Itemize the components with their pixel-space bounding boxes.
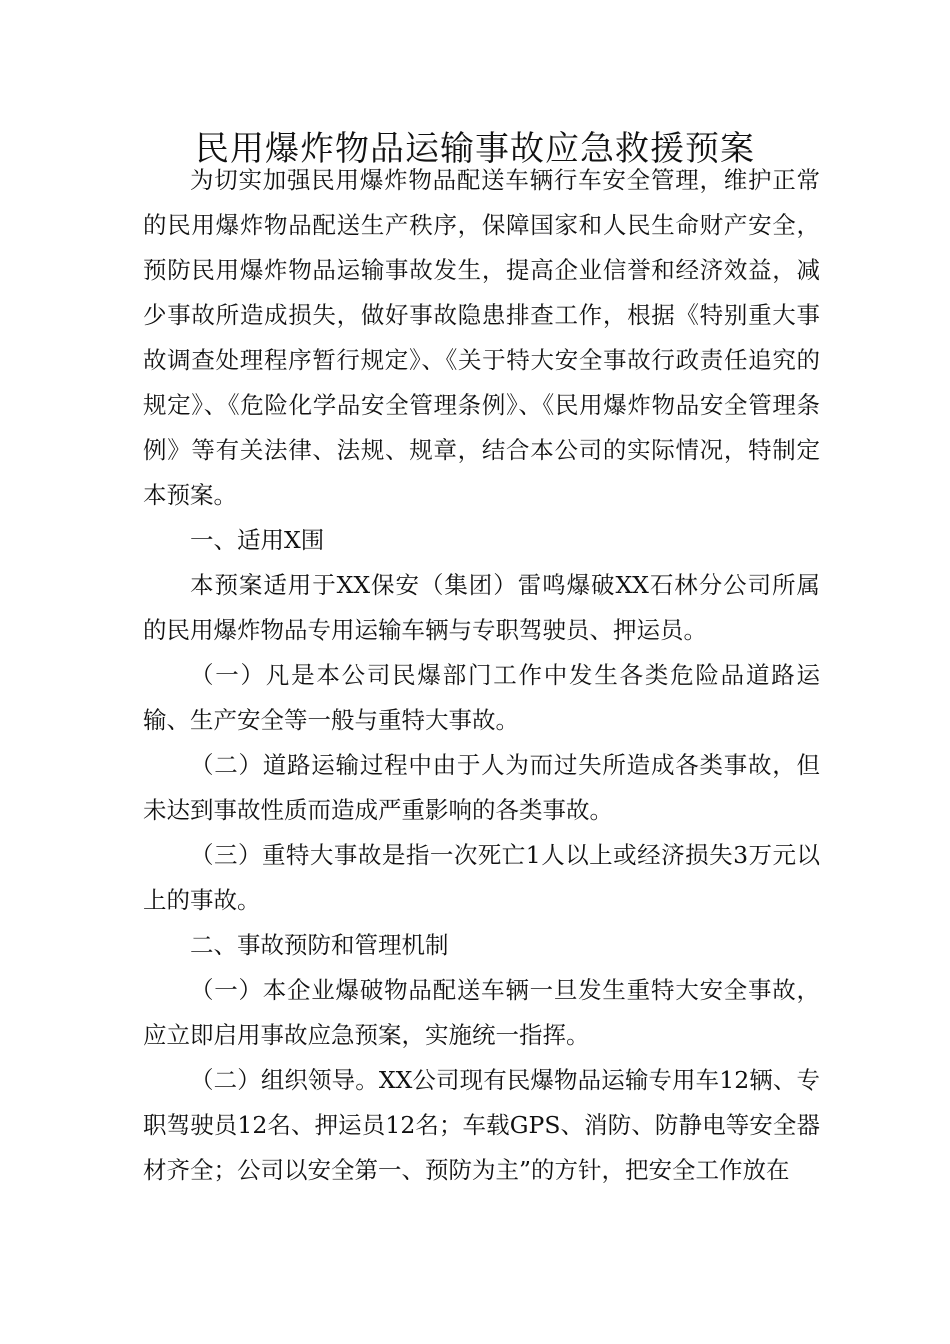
scope-item-2: （二）道路运输过程中由于人为而过失所造成各类事故，但未达到事故性质而造成严重影响的各类事故。 [143, 751, 820, 824]
scope-item-3: （三）重特大事故是指一次死亡1人以上或经济损失3万元以上的事故。 [143, 841, 820, 914]
scope-item-1: （一）凡是本公司民爆部门工作中发生各类危险品道路运输、生产安全等一般与重特大事故。 [143, 661, 820, 734]
section-heading-scope: 一、适用X围 [190, 526, 325, 554]
intro-paragraph: 为切实加强民用爆炸物品配送车辆行车安全管理，维护正常的民用爆炸物品配送生产秩序，保障国家和人民生命财产安全，预防民用爆炸物品运输事故发生，提高企业信誉和经济效益，减少事故所造成损失，做好事故隐患排查工作，根据《特别重大事故调查处理程序暂行规定》、《关于特大安全事故行政责任追究的规定》、《危险化学品安全管理条例》、《民用爆炸物品安全管理条例》等有关法律、法规、规章，结合本公司的实际情况，特制定本预案。 [143, 166, 820, 509]
prevention-item-2: （二）组织领导。XX公司现有民爆物品运输专用车12辆、专职驾驶员12名、押运员12名；车载GPS、消防、防静电等安全器材齐全；公司以安全第一、预防为主”的方针，把安全工作放在 [143, 1066, 820, 1184]
scope-paragraph: 本预案适用于XX保安（集团）雷鸣爆破XX石林分公司所属的民用爆炸物品专用运输车辆与专职驾驶员、押运员。 [143, 571, 820, 644]
document-title: 民用爆炸物品运输事故应急救援预案 [195, 128, 755, 169]
section-heading-prevention: 二、事故预防和管理机制 [190, 931, 449, 959]
document-body [143, 158, 820, 1193]
prevention-item-1: （一）本企业爆破物品配送车辆一旦发生重特大安全事故，应立即启用事故应急预案，实施统一指挥。 [143, 976, 820, 1049]
